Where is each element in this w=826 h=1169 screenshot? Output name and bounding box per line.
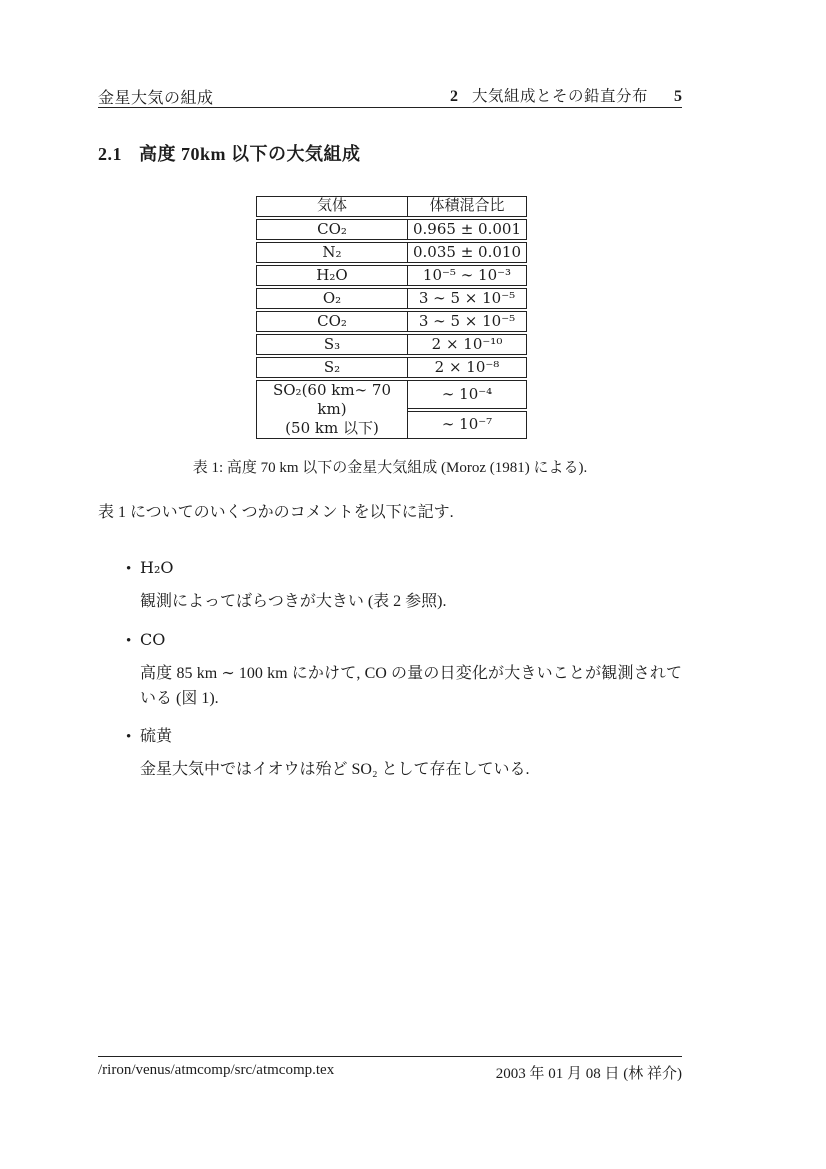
- table-row: [256, 334, 527, 355]
- gas-cell-line2: (50 km 以下): [285, 419, 379, 437]
- value-cell: 2 × 10⁻⁸: [408, 357, 527, 378]
- list-item: [126, 727, 682, 782]
- header-section-title: 大気組成とその鉛直分布: [471, 88, 648, 105]
- running-header-right: [450, 84, 682, 106]
- footer-rule: [98, 1056, 682, 1057]
- column-header-mixing-ratio: 体積混合比: [408, 196, 527, 217]
- comment-list: [126, 558, 682, 798]
- running-header-left: 金星大気の組成: [98, 90, 214, 107]
- value-cell: 0.035 ± 0.010: [408, 242, 527, 263]
- column-header-gas: 気体: [256, 196, 408, 217]
- list-item-description: 金星大気中ではイオウは殆ど SO₂ として存在している.: [140, 761, 530, 778]
- footer-date-author: 2003 年 01 月 08 日 (林 祥介): [495, 1066, 682, 1082]
- gas-cell: O₂: [256, 288, 408, 309]
- gas-cell: S₃: [256, 334, 408, 355]
- gas-cell: N₂: [256, 242, 408, 263]
- section-number: 2.1: [98, 144, 122, 164]
- list-item-term: 硫黄: [140, 728, 173, 745]
- value-cell: 10⁻⁵ ∼ 10⁻³: [408, 265, 527, 286]
- gas-composition-table: [256, 194, 527, 441]
- bullet-icon: •: [126, 633, 132, 649]
- gas-cell: CO₂: [256, 219, 408, 240]
- table-row: [256, 265, 527, 286]
- list-item-description: 高度 85 km ∼ 100 km にかけて, CO の量の日変化が大きいことが観測されている (図 1).: [140, 665, 682, 707]
- value-cell: 3 ∼ 5 × 10⁻⁵: [408, 288, 527, 309]
- table-caption: 表 1: 高度 70 km 以下の金星大気組成 (Moroz (1981) による).: [192, 460, 588, 476]
- table-row: [256, 357, 527, 378]
- list-item: [126, 558, 682, 614]
- table-row: [256, 311, 527, 332]
- table-row: [256, 288, 527, 309]
- table-row: [256, 219, 527, 240]
- list-item-description: 観測によってばらつきが大きい (表 2 参照).: [140, 593, 447, 610]
- header-section-number: 2: [449, 88, 458, 105]
- page-number: 5: [674, 88, 682, 105]
- section-title: 高度 70km 以下の大気組成: [139, 144, 361, 164]
- list-item-term: H₂O: [140, 558, 174, 577]
- gas-cell: S₂: [256, 357, 408, 378]
- gas-cell-line1: SO₂(60 km∼ 70 km): [272, 381, 392, 418]
- section-heading: [98, 140, 361, 166]
- intro-paragraph: 表 1 についてのいくつかのコメントを以下に記す.: [98, 504, 454, 521]
- list-item: [126, 630, 682, 711]
- value-cell: 0.965 ± 0.001: [408, 219, 527, 240]
- value-cell: 3 ∼ 5 × 10⁻⁵: [408, 311, 527, 332]
- gas-cell: H₂O: [256, 265, 408, 286]
- table-row: [256, 380, 527, 409]
- table-header-row: [256, 196, 527, 217]
- bullet-icon: •: [126, 729, 132, 745]
- header-rule: [98, 107, 682, 108]
- value-cell: ∼ 10⁻⁷: [408, 411, 527, 440]
- list-item-term: CO: [140, 630, 166, 649]
- value-cell: 2 × 10⁻¹⁰: [408, 334, 527, 355]
- footer-file-path: /riron/venus/atmcomp/src/atmcomp.tex: [98, 1062, 335, 1078]
- value-cell: ∼ 10⁻⁴: [408, 380, 527, 409]
- table-row: [256, 242, 527, 263]
- gas-cell: CO₂: [256, 311, 408, 332]
- bullet-icon: •: [126, 561, 132, 577]
- gas-cell-merged: [256, 380, 408, 439]
